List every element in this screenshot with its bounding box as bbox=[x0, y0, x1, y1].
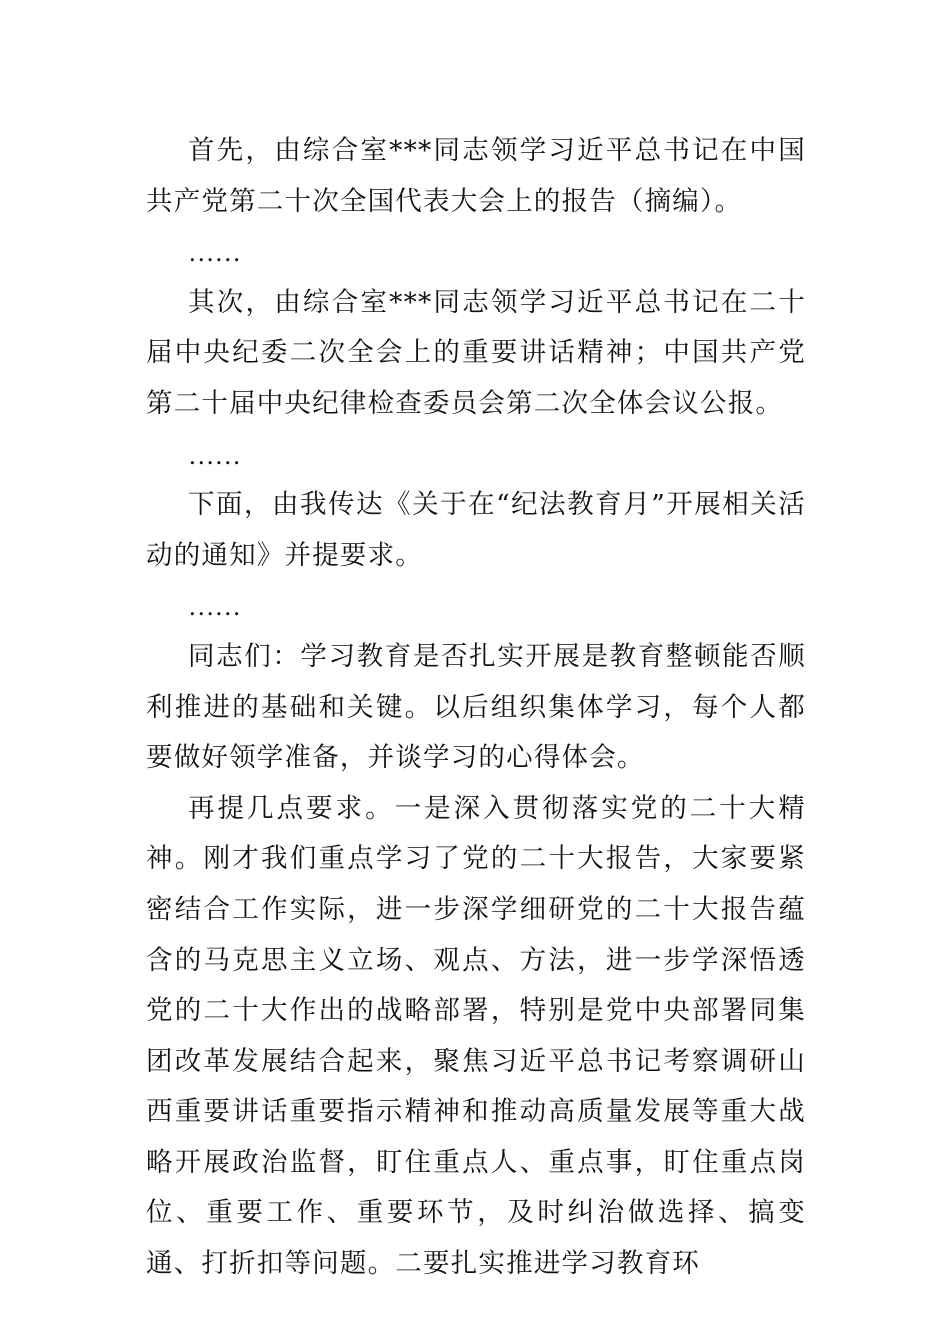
paragraph-second-study: 其次，由综合室***同志领学习近平总书记在二十届中央纪委二次全会上的重要讲话精神；中国共产党第二十届中央纪律检查委员会第二次全体会议公报。 bbox=[146, 286, 806, 419]
ellipsis-1: …… bbox=[188, 237, 241, 268]
paragraph-comrades: 同志们：学习教育是否扎实开展是教育整顿能否顺利推进的基础和关键。以后组织集体学习，每个人都要做好领学准备，并谈学习的心得体会。 bbox=[146, 640, 806, 774]
paragraph-first-study: 首先，由综合室***同志领学习近平总书记在中国共产党第二十次全国代表大会上的报告（摘编）。 bbox=[146, 135, 806, 217]
ellipsis-2: …… bbox=[188, 439, 241, 470]
ellipsis-3: …… bbox=[188, 591, 241, 622]
paragraph-notice: 下面，由我传达《关于在“纪法教育月”开展相关活动的通知》并提要求。 bbox=[146, 489, 806, 571]
paragraph-requirements: 再提几点要求。一是深入贯彻落实党的二十大精神。刚才我们重点学习了党的二十大报告，大家要紧密结合工作实际，进一步深学细研党的二十大报告蕴含的马克思主义立场、观点、方法，进一步学深悟透党的二十大作出的战略部署，特别是党中央部署同集团改革发展结合起来，聚焦习近平总书记考察调研山西重要讲话重要指示精神和推动高质量发展等重大战略开展政治监督，盯住重点人、重点事，盯住重点岗位、重要工作、重要环节，及时纠治做选择、搞变通、打折扣等问题。二要扎实推进学习教育环 bbox=[146, 792, 806, 1280]
document-body bbox=[146, 126, 806, 1290]
